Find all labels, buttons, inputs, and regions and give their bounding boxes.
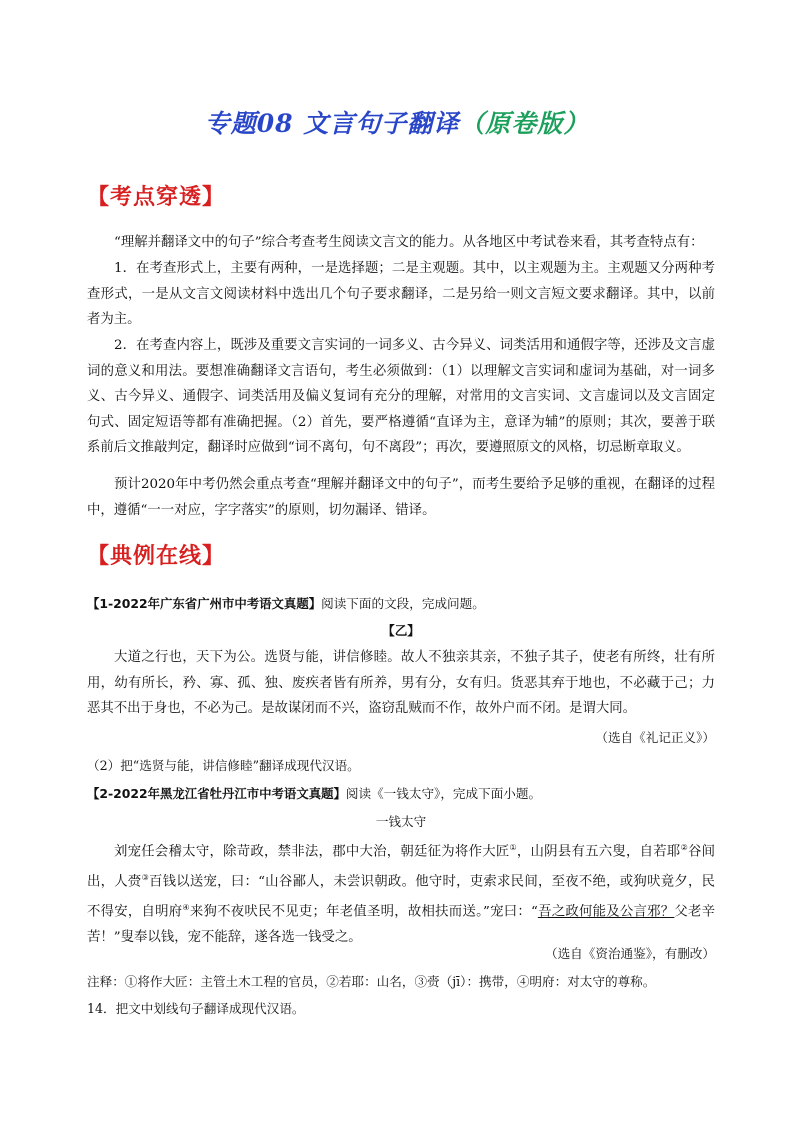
passage-2-segment: 刘宠任会稽太守，除苛政，禁非法，郡中大治，朝廷征为将作大匠 [114,844,510,860]
footnote-marker: ① [509,843,517,852]
underlined-sentence: 吾之政何能及公言邪？ [537,904,675,920]
title-edition: （原卷版） [459,109,590,138]
passage-2-citation: （选自《资治通鉴》，有删改） [544,946,715,961]
question-1-source: 【1-2022年广东省广州市中考语文真题】 [87,596,322,611]
passage-2-text [87,835,715,951]
question-14-prompt: 14．把文中划线句子翻译成现代汉语。 [87,1001,305,1016]
forecast-paragraph: 预计2020年中考仍然会重点考查“理解并翻译文中的句子”，而考生要给予足够的重视，在翻译的过程中，遵循“一一对应，字字落实”的原则，切勿漏译、错译。 [87,477,715,518]
passage-2-segment: 谷间出，人赍 [87,844,716,890]
question-2-instruction: 阅读《一钱太守》，完成下面小题。 [345,786,542,801]
title-main: 专题08 文言句子翻译 [204,109,460,138]
point-1-paragraph: 1．在考查形式上，主要有两种，一是选择题；二是主观题。其中，以主观题为主。主观题又分两种考查形式，一是从文言文阅读材料中选出几个句子要求翻译，二是另给一则文言短文要求翻译。其中，以前者为主。 [87,261,715,328]
passage-2-segment: 百钱以送宠，曰：“山谷鄙人，未尝识朝政。他守时，吏索求民间，至夜不绝，或狗吠竟夕，民不得安，自明府 [87,874,716,920]
question-1-instruction: 阅读下面的文段，完成问题。 [321,596,485,611]
footnote-marker: ② [680,843,688,852]
intro-paragraph: “理解并翻译文中的句子”综合考查考生阅读文言文的能力。从各地区中考试卷来看，其考查特点有： [114,235,704,250]
passage-label-yi: 【乙】 [382,623,420,638]
passage-2-segment: 来狗不夜吠民不见吏；年老值圣明，故相扶而送。”宠曰：“ [189,904,538,920]
footnote-marker: ③ [141,873,149,883]
question-1-prompt: （2）把“选贤与能，讲信修睦”翻译成现代汉语。 [87,758,360,773]
passage-1-citation: （选自《礼记正义》） [595,730,715,745]
passage-1-text: 大道之行也，天下为公。选贤与能，讲信修睦。故人不独亲其亲，不独子其子，使老有所终，壮有所用，幼有所长，矜、寡、孤、独、废疾者皆有所养，男有分，女有归。货恶其弃于地也，不必藏于己；力恶其不出于身也，不必为己。是故谋闭而不兴，盗窃乱贼而不作，故外户而不闭。是谓大同。 [87,650,715,717]
question-2-source: 【2-2022年黑龙江省牡丹江市中考语文真题】 [87,786,346,801]
footnote-marker: ④ [182,903,190,913]
passage-2-segment: 父老辛苦！”叟奉以钱，宠不能辞，遂各选一钱受之。 [87,904,716,946]
page-title [0,104,794,140]
section-heading-kaodian: 【考点穿透】 [87,185,226,210]
annotation-notes: 注释：①将作大匠：主管土木工程的官员，②若耶：山名，③赍（jī）：携带，④明府：对太守的尊称。 [87,974,656,989]
passage-2-segment: ，山阴县有五六叟，自若耶 [516,844,681,860]
passage-title: 一钱太守 [375,814,427,829]
section-heading-dianli: 【典例在线】 [87,544,226,569]
question-2-header [87,782,715,806]
point-2-paragraph: 2．在考查内容上，既涉及重要文言实词的一词多义、古今异义、词类活用和通假字等，还涉及文言虚词的意义和用法。要想准确翻译文言语句，考生必须做到：（1）以理解文言实词和虚词为基础，对一词多义、古今异义、通假字、词类活用及偏义复词有充分的理解，对常用的文言实词、文言虚词以及文言固定句式、固定短语等都有准确把握。（2）首先，要严格遵循“直译为主，意译为辅”的原则；其次，要善于联系前后文推敲判定，翻译时应做到“词不离句，句不离段”；再次，要遵照原文的风格，切忌断章取义。 [87,338,715,456]
question-1-header [87,592,715,616]
